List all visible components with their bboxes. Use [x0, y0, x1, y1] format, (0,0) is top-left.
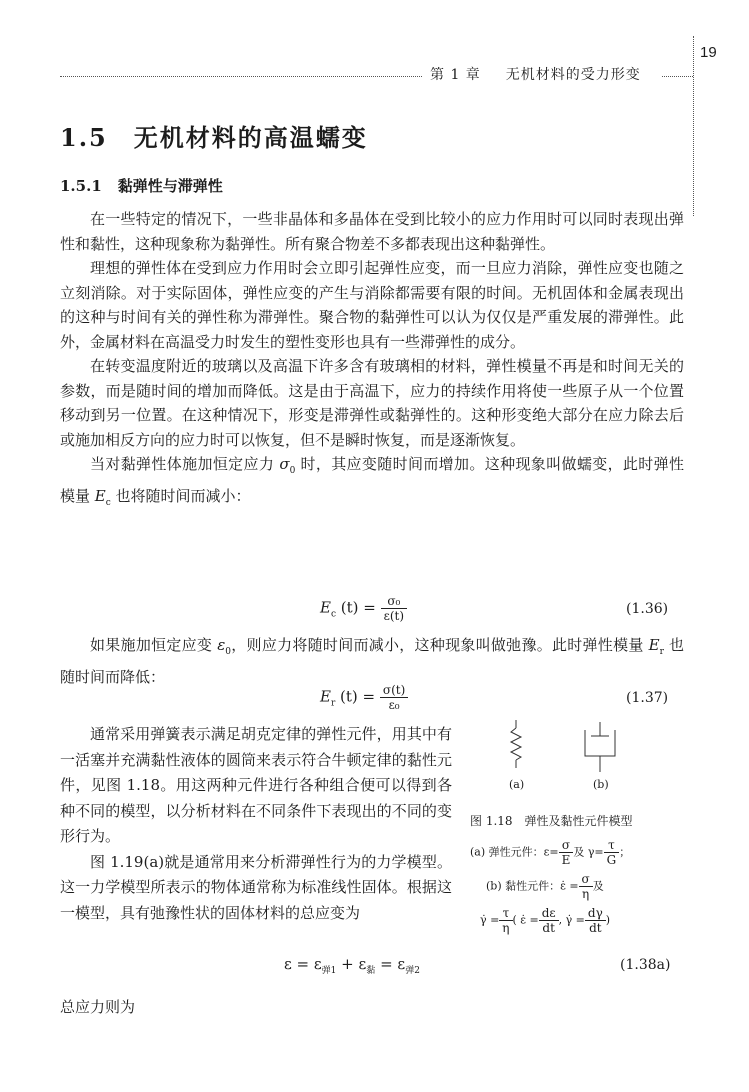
equation-1-36: $E_c$ (t) = $\frac{\text{σ₀}}{\varepsilon(t)}$ [320, 594, 407, 623]
paragraph-viscoelasticity: 在一些特定的情况下，一些非晶体和多晶体在受到比较小的应力作用时可以同时表现出弹性和黏性，这种现象称为黏弹性。所有聚合物差不多都表现出这种黏弹性。 [60, 210, 684, 253]
spring-element-drawing [511, 720, 521, 768]
header-dotted-rule-left [60, 76, 422, 77]
subsection-number: 1.5.1 [60, 177, 102, 195]
paragraph-total-stress: 总应力则为 [60, 998, 136, 1016]
figure-note-rates: γ̇ = $\frac{\tau}{\eta}$ ( ε̇ = $\frac{d\varepsilon}{dt}$ , γ̇ = $\frac{d\gamma}{dt}$ ) [480, 906, 611, 935]
paragraph-standard-linear-solid: 图 1.19(a)就是通常用来分析滞弹性行为的力学模型。这一力学模型所表示的物体通常称为标准线性固体。根据这一模型，具有弛豫性状的固体材料的总应变为 [60, 852, 452, 922]
body-top [60, 207, 684, 515]
paragraph-creep: 当对黏弹性体施加恒定应力 $\sigma_0$ 时，其应变随时间而增加。这种现象叫做蠕变，此时弹性模量 $E_c$ 也将随时间而减小： [60, 455, 684, 508]
paragraph-glass-modulus: 在转变温度附近的玻璃以及高温下许多含有玻璃相的材料，弹性模量不再是和时间无关的参数，而是随时间的增加而降低。这是由于高温下，应力的持续作用将使一些原子从一个位置移动到另一位置。在这种情况下，形变是滞弹性或黏弹性的。这种形变绝大部分在应力除去后或施加相反方向的应力时可以恢复，但不是瞬时恢复，而是逐渐恢复。 [60, 357, 684, 449]
paragraph-anelasticity: 理想的弹性体在受到应力作用时会立即引起弹性应变，而一旦应力消除，弹性应变也随之立刻消除。对于实际固体，弹性应变的产生与消除都需要有限的时间。无机固体和金属表现出的这种与时间有关的弹性称为滞弹性。聚合物的黏弹性可以认为仅仅是严重发展的滞弹性。此外，金属材料在高温受力时发生的塑性变形也具有一些滞弹性的成分。 [60, 259, 684, 351]
equation-1-38a: $\varepsilon = \varepsilon_{弹1} + \varepsilon_黏 = \varepsilon_{弹2}$ [284, 955, 420, 976]
paragraph-relaxation: 如果施加恒定应变 $\varepsilon_0$，则应力将随时间而减小，这种现象叫做弛豫。此时弹性模量 $E_r$ 也随时间而降低： [60, 636, 684, 686]
header-vertical-rule [693, 36, 694, 216]
figure-1-18 [470, 718, 660, 796]
section-title: 无机材料的高温蠕变 [133, 123, 368, 152]
header-dotted-rule-right [662, 76, 693, 77]
body-relaxation [60, 633, 684, 689]
section-heading [60, 118, 368, 153]
equation-number-1-38a: (1.38a) [620, 957, 671, 973]
figure-label-b: (b) [593, 778, 609, 791]
figure-note-viscous: (b) 黏性元件：ε̇ = $\frac{\sigma}{\eta}$ 及 [486, 872, 604, 901]
chapter-title: 无机材料的受力形变 [505, 67, 641, 83]
equation-number-1-36: (1.36) [626, 601, 669, 617]
subsection-heading [60, 175, 223, 196]
page-number: 19 [700, 44, 717, 61]
chapter-number: 第 1 章 [430, 67, 481, 83]
dashpot-element-drawing [585, 722, 615, 772]
body-left-column [60, 722, 452, 926]
paragraph-elements: 通常采用弹簧表示满足胡克定律的弹性元件，用其中有一活塞并充满黏性液体的圆筒来表示符合牛顿定律的黏性元件，见图 1.18。用这两种元件进行各种组合便可以得到各种不同的模型，以分析材料在不同条件下表现出的不同的变形行为。 [60, 725, 452, 845]
running-header [430, 64, 641, 84]
figure-caption: 图 1.18 弹性及黏性元件模型 [470, 814, 633, 828]
equation-1-37: $E_r$ (t) = $\frac{\sigma(t)}{\text{ε₀}}$ [320, 683, 408, 712]
subsection-title: 黏弹性与滞弹性 [117, 177, 223, 195]
equation-number-1-37: (1.37) [626, 690, 669, 706]
figure-note-elastic: (a) 弹性元件：ε= $\frac{\sigma}{E}$ 及 γ= $\frac{\tau}{G}$ ； [470, 838, 631, 867]
figure-label-a: (a) [509, 778, 525, 791]
section-number: 1.5 [60, 123, 108, 152]
